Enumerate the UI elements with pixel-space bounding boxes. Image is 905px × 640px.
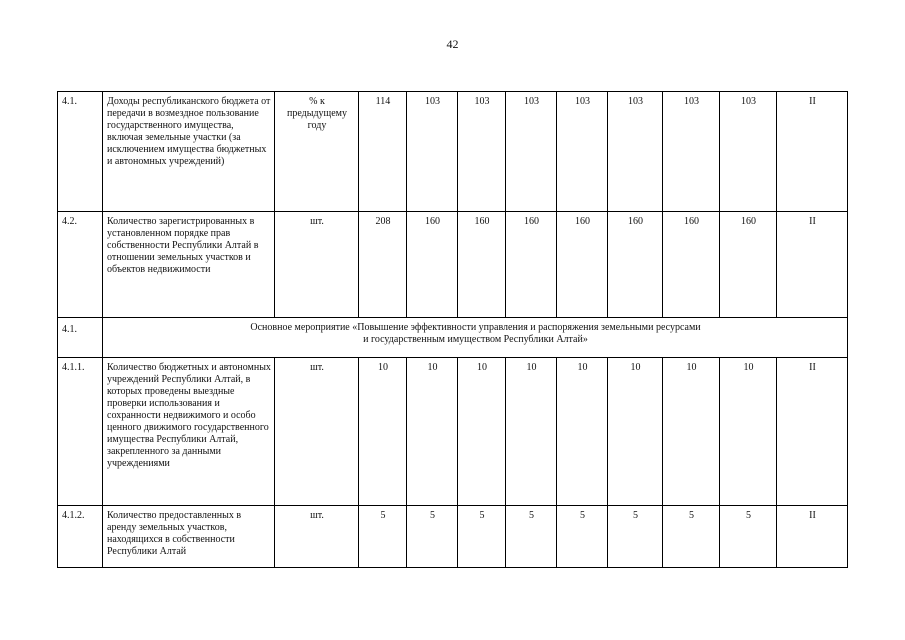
value-cell: 103	[407, 92, 458, 212]
value-cell: 5	[506, 506, 557, 568]
value-cell: 5	[407, 506, 458, 568]
row-code: 4.1.2.	[58, 506, 103, 568]
value-cell: 10	[557, 358, 608, 506]
table-row	[58, 506, 848, 568]
mark-cell: II	[777, 212, 848, 318]
value-cell: 10	[663, 358, 720, 506]
row-code: 4.1.	[58, 318, 103, 358]
value-cell: 5	[458, 506, 506, 568]
value-cell: 10	[359, 358, 407, 506]
value-cell: 5	[608, 506, 663, 568]
indicator-name: Доходы республиканского бюджета от передачи в возмездное пользование государственного имущества, включая земельные участки (за исключением имущества бюджетных и автономных учреждений)	[103, 92, 275, 212]
section-title-line: и государственным имуществом Республики Алтай»	[363, 334, 588, 345]
value-cell: 103	[663, 92, 720, 212]
page-number: 42	[446, 37, 459, 51]
unit-cell: шт.	[275, 506, 359, 568]
value-cell: 10	[407, 358, 458, 506]
table-row	[58, 358, 848, 506]
table-row	[58, 212, 848, 318]
value-cell: 160	[506, 212, 557, 318]
value-cell: 160	[557, 212, 608, 318]
row-code: 4.1.	[58, 92, 103, 212]
section-title-line: Основное мероприятие «Повышение эффективности управления и распоряжения земельными ресурсами	[250, 322, 701, 333]
value-cell: 208	[359, 212, 407, 318]
row-code: 4.1.1.	[58, 358, 103, 506]
value-cell: 10	[506, 358, 557, 506]
value-cell: 5	[663, 506, 720, 568]
value-cell: 5	[720, 506, 777, 568]
value-cell: 103	[608, 92, 663, 212]
indicator-name: Количество зарегистрированных в установленном порядке прав собственности Республики Алтай в отношении земельных участков и объектов недвижимости	[103, 212, 275, 318]
mark-cell: II	[777, 92, 848, 212]
section-row	[58, 318, 848, 358]
value-cell: 160	[663, 212, 720, 318]
table-row	[58, 92, 848, 212]
value-cell: 103	[557, 92, 608, 212]
value-cell: 10	[720, 358, 777, 506]
indicator-name: Количество бюджетных и автономных учреждений Республики Алтай, в которых проведены выездные проверки использования и сохранности недвижимого и особо ценного движимого государственного имущества Республики Алтай, закрепленного за данными учреждениями	[103, 358, 275, 506]
unit-cell: % к предыдущему году	[275, 92, 359, 212]
value-cell: 160	[608, 212, 663, 318]
unit-cell: шт.	[275, 212, 359, 318]
value-cell: 10	[608, 358, 663, 506]
value-cell: 103	[458, 92, 506, 212]
mark-cell: II	[777, 358, 848, 506]
value-cell: 5	[557, 506, 608, 568]
indicator-name: Количество предоставленных в аренду земельных участков, находящихся в собственности Республики Алтай	[103, 506, 275, 568]
value-cell: 160	[458, 212, 506, 318]
unit-cell: шт.	[275, 358, 359, 506]
value-cell: 5	[359, 506, 407, 568]
value-cell: 160	[407, 212, 458, 318]
mark-cell: II	[777, 506, 848, 568]
indicator-table	[57, 91, 848, 568]
value-cell: 160	[720, 212, 777, 318]
value-cell: 103	[506, 92, 557, 212]
value-cell: 10	[458, 358, 506, 506]
section-title	[103, 318, 848, 358]
row-code: 4.2.	[58, 212, 103, 318]
value-cell: 114	[359, 92, 407, 212]
value-cell: 103	[720, 92, 777, 212]
